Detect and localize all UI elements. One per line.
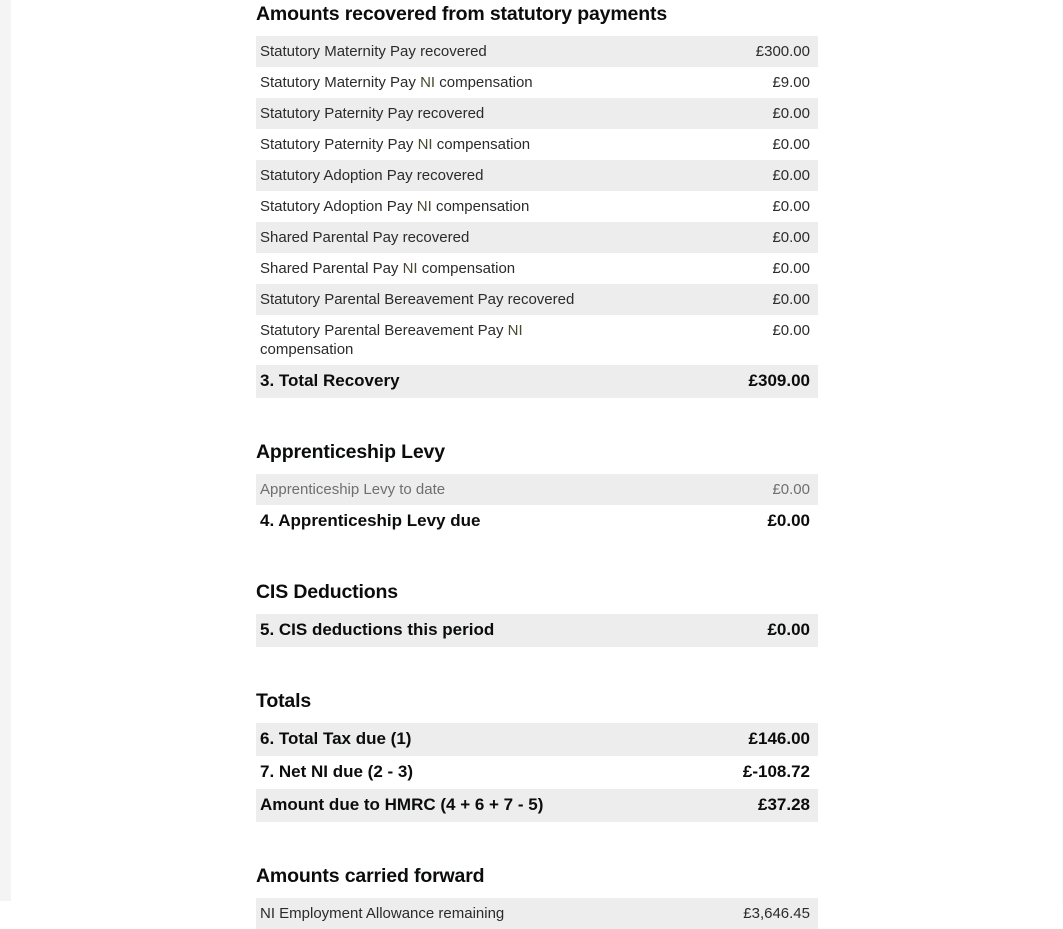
row-amount: £146.00	[748, 729, 810, 748]
row-amount: £0.00	[772, 322, 810, 339]
table-row	[256, 129, 818, 160]
summary-content	[256, 0, 818, 929]
ni-acronym: NI	[507, 322, 523, 339]
section-title-carried-forward: Amounts carried forward	[256, 865, 485, 887]
summary-row	[256, 365, 818, 398]
row-label: Statutory Paternity Pay recovered	[260, 105, 485, 122]
section-title-apprenticeship-levy: Apprenticeship Levy	[256, 441, 445, 463]
row-label: Statutory Adoption Pay recovered	[260, 167, 484, 184]
row-amount: £9.00	[772, 74, 810, 91]
section-gap	[256, 647, 818, 687]
row-amount: £37.28	[758, 795, 810, 814]
table-row	[256, 474, 818, 505]
row-amount: £300.00	[755, 43, 810, 60]
row-label: Statutory Adoption Pay NI compensation	[260, 198, 530, 215]
section-title-cis-deductions: CIS Deductions	[256, 581, 398, 603]
summary-row	[256, 505, 818, 538]
row-group-apprenticeship-levy	[256, 474, 818, 538]
summary-row	[256, 723, 818, 756]
row-amount: £0.00	[772, 229, 810, 246]
row-amount: £0.00	[767, 620, 810, 639]
section-gap	[256, 538, 818, 578]
table-row	[256, 160, 818, 191]
table-row	[256, 67, 818, 98]
row-amount: £0.00	[772, 198, 810, 215]
ni-acronym: NI	[402, 260, 418, 277]
table-row	[256, 315, 818, 365]
row-amount: £0.00	[772, 291, 810, 308]
section-gap	[256, 822, 818, 862]
row-group-carried-forward	[256, 898, 818, 929]
summary-row	[256, 756, 818, 789]
table-row	[256, 36, 818, 67]
summary-row	[256, 614, 818, 647]
row-amount: £0.00	[767, 511, 810, 530]
row-amount: £0.00	[772, 481, 810, 498]
section-apprenticeship-levy	[256, 438, 818, 538]
section-cis-deductions	[256, 578, 818, 647]
row-amount: £0.00	[772, 136, 810, 153]
section-recovered	[256, 0, 818, 398]
row-label: Statutory Parental Bereavement Pay NI compensation	[260, 322, 523, 358]
ni-acronym: NI	[416, 198, 432, 215]
row-label: Statutory Parental Bereavement Pay recovered	[260, 291, 575, 308]
row-label: 4. Apprenticeship Levy due	[260, 511, 481, 530]
section-title-totals: Totals	[256, 690, 312, 712]
table-row	[256, 898, 818, 929]
row-label: Statutory Maternity Pay recovered	[260, 43, 487, 60]
table-row	[256, 191, 818, 222]
summary-row	[256, 789, 818, 822]
row-group-cis-deductions	[256, 614, 818, 647]
table-row	[256, 253, 818, 284]
row-group-totals	[256, 723, 818, 822]
row-label: Statutory Maternity Pay NI compensation	[260, 74, 533, 91]
row-label: Statutory Paternity Pay NI compensation	[260, 136, 531, 153]
row-label: Shared Parental Pay NI compensation	[260, 260, 516, 277]
row-amount: £0.00	[772, 105, 810, 122]
row-amount: £3,646.45	[743, 905, 810, 922]
table-row	[256, 222, 818, 253]
section-title-recovered: Amounts recovered from statutory payments	[256, 3, 668, 25]
row-group-recovered	[256, 36, 818, 398]
table-row	[256, 284, 818, 315]
row-label: Apprenticeship Levy to date	[260, 481, 446, 498]
row-label: 7. Net NI due (2 - 3)	[260, 762, 414, 781]
ni-acronym: NI	[417, 136, 433, 153]
row-amount: £0.00	[772, 167, 810, 184]
row-label: Amount due to HMRC (4 + 6 + 7 - 5)	[260, 795, 544, 814]
row-amount: £309.00	[748, 371, 810, 390]
ni-acronym: NI	[420, 74, 436, 91]
row-label: NI Employment Allowance remaining	[260, 905, 505, 922]
row-label: 3. Total Recovery	[260, 371, 400, 390]
row-amount: £-108.72	[742, 762, 810, 781]
row-label: 5. CIS deductions this period	[260, 620, 495, 639]
section-gap	[256, 398, 818, 438]
row-label: Shared Parental Pay recovered	[260, 229, 470, 246]
row-amount: £0.00	[772, 260, 810, 277]
section-carried-forward	[256, 862, 818, 929]
table-row	[256, 98, 818, 129]
row-label: 6. Total Tax due (1)	[260, 729, 412, 748]
section-totals	[256, 687, 818, 822]
